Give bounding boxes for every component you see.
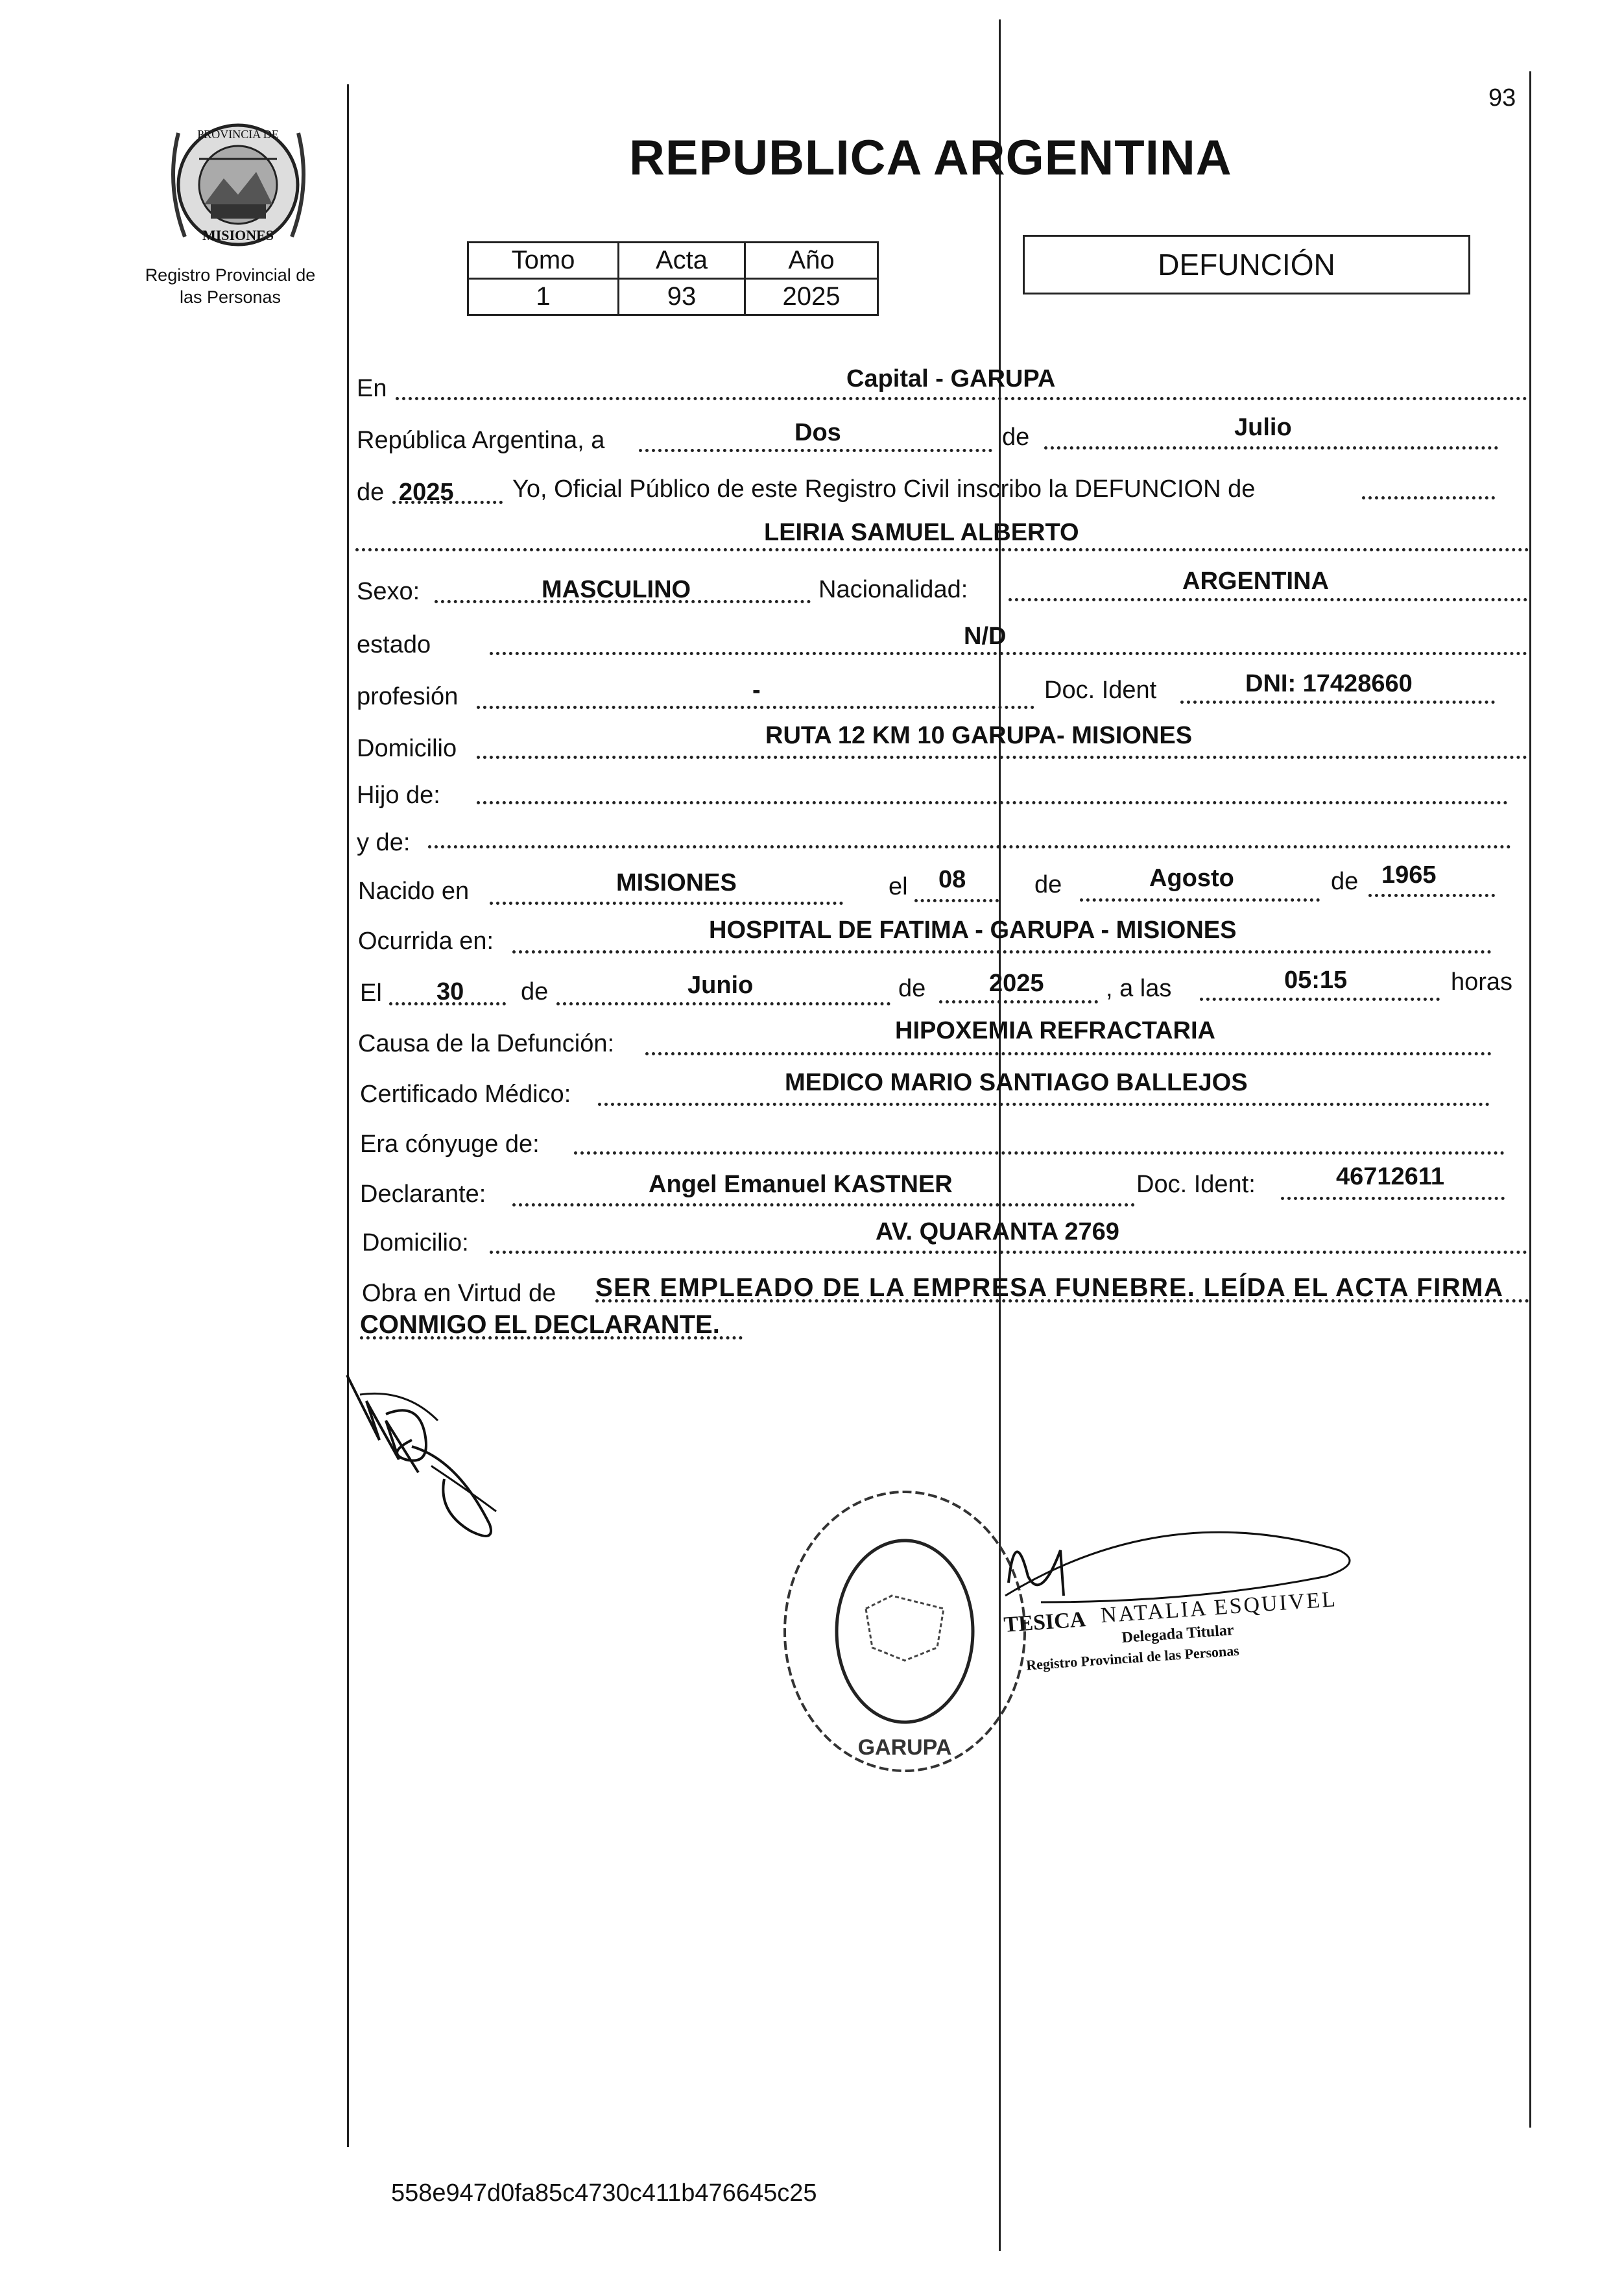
deceased-name-line: [355, 548, 1529, 551]
document-hash: 558e947d0fa85c4730c411b476645c25: [391, 2179, 817, 2207]
day-line: [639, 449, 992, 452]
declarante-doc-line: [1281, 1197, 1505, 1200]
reference-value-row: [468, 279, 878, 315]
ocurrida-line: [512, 950, 1492, 954]
birth-year-value: 1965: [1381, 861, 1437, 889]
de-label: de: [1002, 424, 1030, 451]
certificado-label: Certificado Médico:: [360, 1081, 571, 1108]
death-day-value: 30: [436, 978, 464, 1005]
nacionalidad-label: Nacionalidad:: [818, 576, 968, 603]
sexo-label: Sexo:: [357, 578, 420, 605]
registry-caption-line1: Registro Provincial de: [145, 265, 316, 285]
death-month-line: [556, 1002, 890, 1005]
causa-line: [645, 1052, 1492, 1055]
declarant-signature: [340, 1362, 509, 1550]
obra-line1: SER EMPLEADO DE LA EMPRESA FUNEBRE. LEÍDA EL ACTA FIRMA: [595, 1273, 1504, 1302]
declarante-value: Angel Emanuel KASTNER: [649, 1171, 953, 1198]
profesion-value: -: [752, 677, 761, 704]
acta-value: 93: [619, 279, 745, 315]
horas-label: horas: [1451, 968, 1513, 996]
estado-label: estado: [357, 631, 431, 658]
obra-underline-1: [595, 1299, 1529, 1303]
nacido-label: Nacido en: [358, 878, 470, 905]
doc-ident-label: Doc. Ident: [1044, 677, 1157, 704]
domicilio-value: RUTA 12 KM 10 GARUPA- MISIONES: [765, 722, 1193, 749]
nacido-line: [490, 902, 843, 905]
el-label: el: [889, 873, 908, 900]
obra-line2: CONMIGO EL DECLARANTE.: [360, 1310, 720, 1339]
stamp-office: Registro Provincial de las Personas: [1025, 1642, 1240, 1674]
estado-line: [490, 652, 1527, 655]
death-year-line: [939, 1000, 1098, 1003]
obra-underline-2: [360, 1336, 743, 1339]
stamp-role: Delegada Titular: [1121, 1622, 1235, 1647]
deceased-name-value: LEIRIA SAMUEL ALBERTO: [764, 519, 1079, 546]
ocurrida-label: Ocurrida en:: [358, 928, 494, 955]
anio-header: Año: [745, 243, 878, 279]
year-value: 2025: [399, 479, 454, 506]
acta-header: Acta: [619, 243, 745, 279]
obra-label: Obra en Virtud de: [362, 1280, 556, 1307]
doc-ident-value: DNI: 17428660: [1245, 670, 1413, 697]
left-margin-rule: [347, 84, 349, 2147]
declarante-domicilio-value: AV. QUARANTA 2769: [876, 1218, 1119, 1245]
y-de-line: [428, 845, 1511, 848]
doc-ident-label-2: Doc. Ident:: [1136, 1171, 1256, 1198]
death-month-value: Junio: [687, 972, 754, 999]
doc-ident-line: [1180, 701, 1495, 704]
official-seal-stamp: [775, 1479, 1034, 1784]
estado-value: N/D: [964, 623, 1007, 650]
domicilio-label-2: Domicilio:: [362, 1229, 469, 1256]
birth-day-value: 08: [938, 866, 966, 893]
province-seal: [159, 107, 318, 266]
causa-label: Causa de la Defunción:: [358, 1030, 615, 1057]
birth-year-line: [1368, 894, 1495, 897]
center-fold-line: [999, 19, 1001, 2251]
profesion-label: profesión: [357, 683, 459, 710]
page-number: 93: [1488, 84, 1516, 112]
de-label-3: de: [1034, 871, 1062, 898]
domicilio-label: Domicilio: [357, 735, 457, 762]
domicilio-line: [477, 756, 1527, 759]
a-las-label: , a las: [1106, 975, 1172, 1002]
de-label-5: de: [521, 978, 549, 1005]
de-label-2: de: [357, 479, 385, 506]
document-type-box: DEFUNCIÓN: [1023, 235, 1470, 294]
declarante-label: Declarante:: [360, 1181, 486, 1208]
sexo-value: MASCULINO: [542, 576, 691, 603]
y-de-label: y de:: [357, 829, 411, 856]
death-year-value: 2025: [989, 970, 1044, 997]
certificado-value: MEDICO MARIO SANTIAGO BALLEJOS: [785, 1069, 1248, 1096]
anio-value: 2025: [745, 279, 878, 315]
birth-month-value: Agosto: [1149, 865, 1234, 892]
day-words-value: Dos: [794, 419, 841, 446]
registry-caption: [123, 265, 337, 309]
svg-text:PROVINCIA DE: PROVINCIA DE: [197, 128, 279, 141]
hijo-de-line: [477, 801, 1508, 804]
birth-month-line: [1080, 898, 1320, 902]
en-label: En: [357, 375, 387, 402]
nacionalidad-value: ARGENTINA: [1182, 568, 1329, 595]
nacionalidad-line: [1009, 598, 1527, 601]
declarante-doc-value: 46712611: [1336, 1163, 1444, 1190]
republica-label: República Argentina, a: [357, 427, 605, 454]
causa-value: HIPOXEMIA REFRACTARIA: [895, 1017, 1215, 1044]
place-line: [396, 397, 1527, 400]
statement-line: [1362, 496, 1495, 499]
statement-text: Yo, Oficial Público de este Registro Civil inscribo la DEFUNCION de: [512, 475, 1256, 503]
profesion-line: [477, 706, 1034, 709]
reference-table: [467, 241, 879, 316]
svg-text:GARUPA: GARUPA: [857, 1735, 952, 1760]
reference-header-row: [468, 243, 878, 279]
registry-caption-line2: las Personas: [179, 287, 281, 307]
conyuge-line: [574, 1151, 1505, 1155]
ocurrida-value: HOSPITAL DE FATIMA - GARUPA - MISIONES: [709, 917, 1237, 944]
official-name-stamp: [1002, 1587, 1352, 1677]
birth-day-line: [914, 899, 999, 902]
death-time-value: 05:15: [1284, 966, 1348, 994]
stamp-name: NATALIA ESQUIVEL: [1099, 1587, 1338, 1628]
certificado-line: [598, 1103, 1490, 1106]
de-label-6: de: [898, 975, 926, 1002]
nacido-value: MISIONES: [616, 869, 737, 896]
declarante-domicilio-line: [490, 1251, 1527, 1254]
el-label-2: El: [360, 979, 382, 1007]
de-label-4: de: [1331, 868, 1359, 895]
stamp-prefix: TESICA: [1003, 1607, 1087, 1637]
death-time-line: [1200, 998, 1440, 1001]
page-title: REPUBLICA ARGENTINA: [629, 130, 1232, 186]
svg-text:MISIONES: MISIONES: [202, 227, 274, 243]
right-margin-rule: [1529, 71, 1531, 2128]
month-line: [1044, 446, 1498, 450]
tomo-value: 1: [468, 279, 619, 315]
tomo-header: Tomo: [468, 243, 619, 279]
place-value: Capital - GARUPA: [846, 365, 1056, 392]
hijo-de-label: Hijo de:: [357, 782, 440, 809]
declarante-line: [512, 1203, 1135, 1207]
conyuge-label: Era cónyuge de:: [360, 1131, 540, 1158]
month-value: Julio: [1234, 414, 1292, 441]
